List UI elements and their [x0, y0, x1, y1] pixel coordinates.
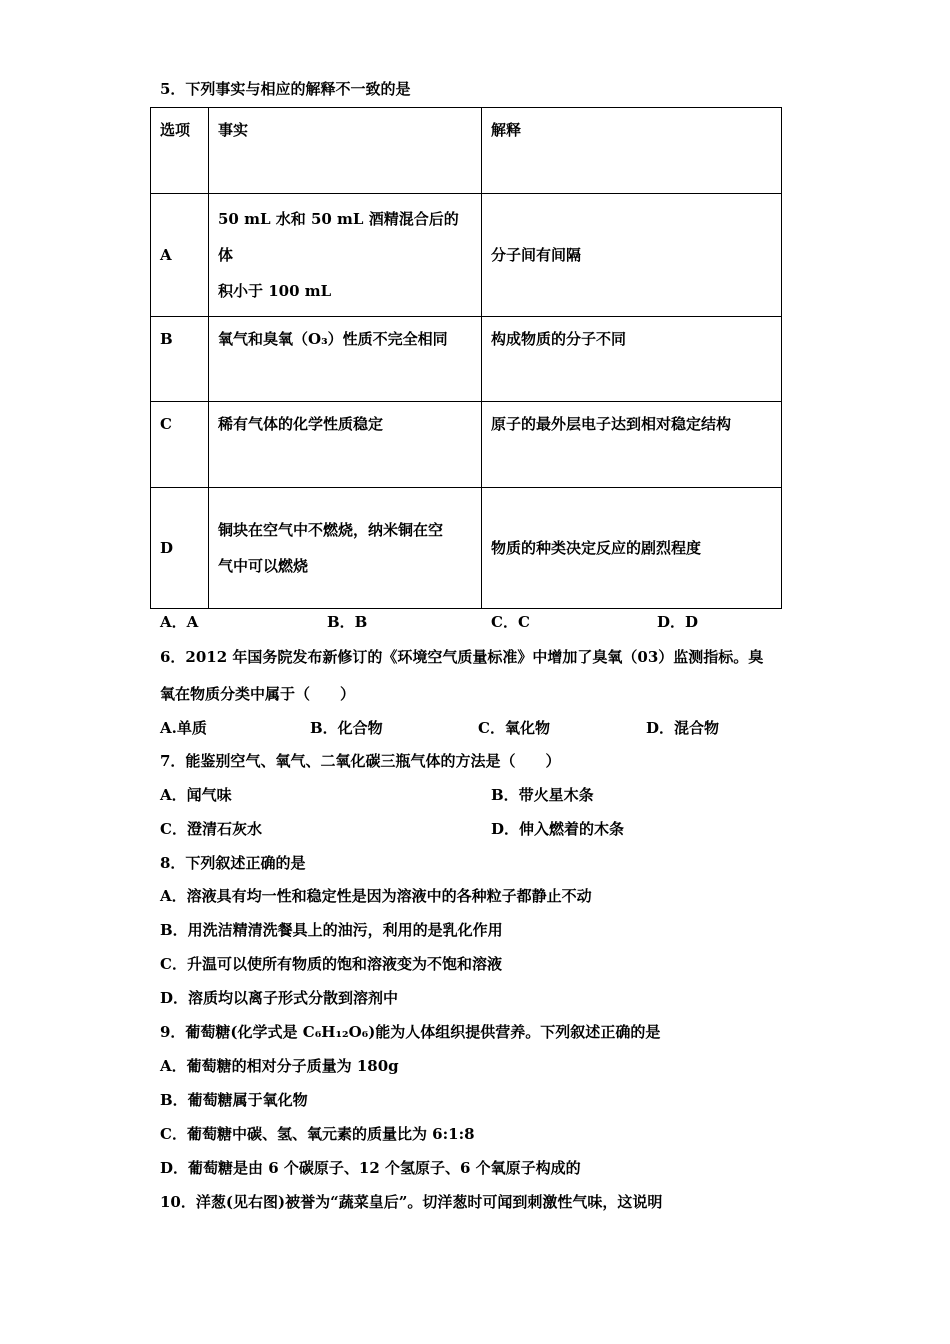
row-option: B: [151, 317, 209, 402]
q9-choice-a: A．葡萄糖的相对分子质量为 180g: [160, 1057, 399, 1075]
q5-table: [150, 107, 782, 609]
row-fact-line: 铜块在空气中不燃烧，纳米铜在空: [218, 521, 444, 539]
row-explanation: 构成物质的分子不同: [482, 317, 782, 402]
q10-stem: 10．洋葱(见右图)被誉为“蔬菜皇后”。切洋葱时可闻到刺激性气味，这说明: [160, 1193, 663, 1211]
q6-stem-line1: 6．2012 年国务院发布新修订的《环境空气质量标准》中增加了臭氧（03）监测指标。臭: [160, 648, 764, 666]
q7-choice-d: D．伸入燃着的木条: [491, 820, 625, 838]
q9-stem: 9．葡萄糖(化学式是 C₆H₁₂O₆)能为人体组织提供营养。下列叙述正确的是: [160, 1023, 661, 1041]
row-explanation: 分子间有间隔: [482, 194, 782, 317]
q7-stem: 7．能鉴别空气、氧气、二氧化碳三瓶气体的方法是（ ）: [160, 752, 561, 770]
row-fact-line: 气中可以燃烧: [218, 557, 309, 575]
q5-choice-d: D．D: [657, 613, 699, 631]
row-fact-line: 50 mL 水和 50 mL 酒精混合后的体: [218, 210, 459, 264]
q6-choice-b: B．化合物: [310, 719, 383, 737]
q8-choice-d: D．溶质均以离子形式分散到溶剂中: [160, 989, 399, 1007]
q9-choice-b: B．葡萄糖属于氧化物: [160, 1091, 308, 1109]
row-option: A: [151, 194, 209, 317]
q8-choice-c: C．升温可以使所有物质的饱和溶液变为不饱和溶液: [160, 955, 502, 973]
row-fact: [209, 402, 482, 488]
row-explanation: 原子的最外层电子达到相对稳定结构: [482, 402, 782, 488]
q6-choice-c: C．氧化物: [478, 719, 550, 737]
row-fact-line: 积小于 100 mL: [218, 282, 332, 300]
q6-choice-a: A.单质: [160, 719, 207, 737]
q6-stem-line2: 氧在物质分类中属于（ ）: [160, 685, 356, 703]
row-fact: [209, 317, 482, 402]
table-row: [151, 317, 782, 402]
q7-choice-c: C．澄清石灰水: [160, 820, 262, 838]
q8-choice-a: A．溶液具有均一性和稳定性是因为溶液中的各种粒子都静止不动: [160, 887, 592, 905]
row-fact: [209, 488, 482, 609]
row-explanation: 物质的种类决定反应的剧烈程度: [482, 488, 782, 609]
header-explanation: 解释: [482, 108, 782, 194]
q5-stem: 5．下列事实与相应的解释不一致的是: [160, 80, 411, 98]
q9-choice-c: C．葡萄糖中碳、氢、氧元素的质量比为 6:1:8: [160, 1125, 475, 1143]
q5-choice-a: A．A: [160, 613, 199, 631]
q5-choice-b: B．B: [327, 613, 368, 631]
table-row: [151, 194, 782, 317]
q7-choice-b: B．带火星木条: [491, 786, 594, 804]
q8-choice-b: B．用洗洁精清洗餐具上的油污，利用的是乳化作用: [160, 921, 503, 939]
header-option: 选项: [151, 108, 209, 194]
header-fact: 事实: [209, 108, 482, 194]
row-fact-line: 稀有气体的化学性质稳定: [218, 415, 384, 433]
q5-choice-c: C．C: [491, 613, 530, 631]
q8-stem: 8．下列叙述正确的是: [160, 854, 306, 872]
table-row: [151, 488, 782, 609]
row-option: D: [151, 488, 209, 609]
table-header-row: [151, 108, 782, 194]
q7-choice-a: A．闻气味: [160, 786, 232, 804]
row-option: C: [151, 402, 209, 488]
q6-choice-d: D．混合物: [646, 719, 720, 737]
row-fact: [209, 194, 482, 317]
table-row: [151, 402, 782, 488]
q9-choice-d: D．葡萄糖是由 6 个碳原子、12 个氢原子、6 个氧原子构成的: [160, 1159, 581, 1177]
row-fact-line: 氧气和臭氧（O₃）性质不完全相同: [218, 330, 448, 348]
